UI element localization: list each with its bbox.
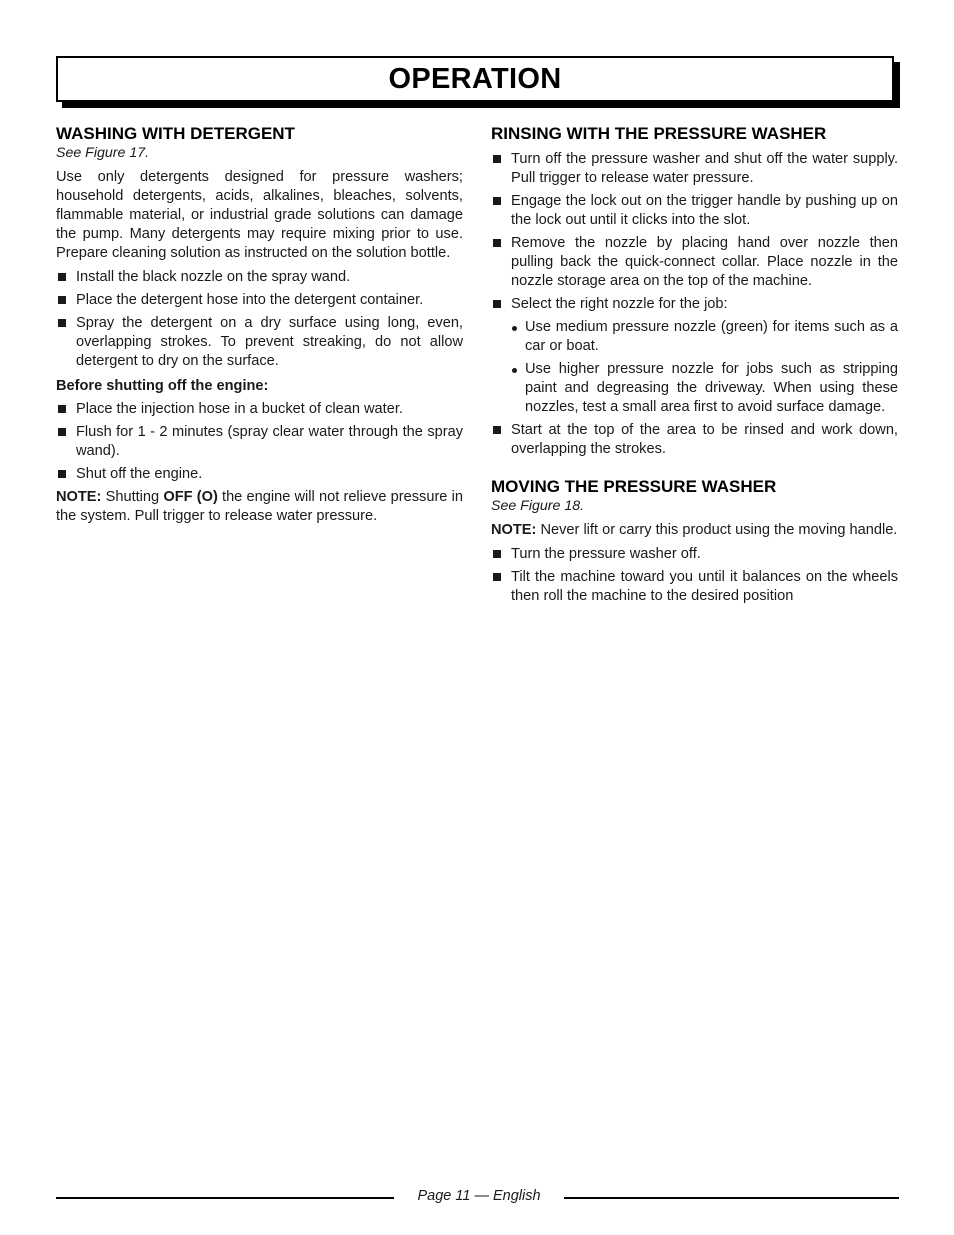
square-bullet-icon xyxy=(493,239,501,247)
list-item: Tilt the machine toward you until it balances on the wheels then roll the machine to the desired position xyxy=(491,568,898,606)
section-heading-washing: WASHING WITH DETERGENT xyxy=(56,124,295,143)
intro-paragraph: Use only detergents designed for pressure washers; household detergents, acids, alkalines, bleaches, solvents, flammable material, or industrial grade solutions can damage the pump. Many detergents may require mixing prior to use. Prepare cleaning solution as instructed on the solution bottle. xyxy=(56,169,463,261)
right-column xyxy=(491,124,898,610)
dot-bullet-icon xyxy=(512,326,517,331)
note-paragraph: NOTE: Shutting OFF (O) the engine will not relieve pressure in the system. Pull trigger to release water pressure. xyxy=(56,489,463,524)
list-item: Spray the detergent on a dry surface using long, even, overlapping strokes. To prevent streaking, do not allow detergent to dry on the surface. xyxy=(56,314,463,371)
list-item: Start at the top of the area to be rinsed and work down, overlapping the strokes. xyxy=(491,421,898,459)
list-item: Place the injection hose in a bucket of clean water. xyxy=(56,400,463,419)
page-footer: Page 11 — English xyxy=(417,1188,541,1204)
square-bullet-icon xyxy=(493,155,501,163)
section-heading-moving: MOVING THE PRESSURE WASHER xyxy=(491,477,777,496)
section-heading-rinsing: RINSING WITH THE PRESSURE WASHER xyxy=(491,124,827,143)
footer-rule-left xyxy=(56,1197,394,1199)
sub-bullet-list xyxy=(491,318,898,417)
figure-reference: See Figure 17. xyxy=(56,145,150,161)
square-bullet-icon xyxy=(493,573,501,581)
bullet-list xyxy=(491,150,898,459)
list-item: Turn off the pressure washer and shut off the water supply. Pull trigger to release water pressure. xyxy=(491,150,898,188)
square-bullet-icon xyxy=(58,428,66,436)
list-item: Turn the pressure washer off. xyxy=(491,545,898,564)
sub-list-item: Use higher pressure nozzle for jobs such as stripping paint and degreasing the driveway. When using these nozzles, test a small area first to avoid surface damage. xyxy=(491,360,898,417)
square-bullet-icon xyxy=(58,296,66,304)
off-label: OFF (O) xyxy=(163,489,218,505)
dot-bullet-icon xyxy=(512,368,517,373)
bullet-list xyxy=(56,400,463,484)
list-item: Remove the nozzle by placing hand over nozzle then pulling back the quick-connect collar. Place nozzle in the nozzle storage area on the top of the machine. xyxy=(491,234,898,291)
list-item: Place the detergent hose into the detergent container. xyxy=(56,291,463,310)
list-item: Select the right nozzle for the job: Use medium pressure nozzle (green) for items such as a car or boat. Use higher pressure nozzle for jobs such as stripping paint and degreasing the driveway. When using these nozzles, test a small area first to avoid surface damage. xyxy=(491,295,898,417)
square-bullet-icon xyxy=(58,405,66,413)
square-bullet-icon xyxy=(493,197,501,205)
subheading: Before shutting off the engine: xyxy=(56,378,269,394)
square-bullet-icon xyxy=(493,300,501,308)
square-bullet-icon xyxy=(58,273,66,281)
square-bullet-icon xyxy=(58,470,66,478)
note-label: NOTE: xyxy=(56,489,102,505)
list-item: Install the black nozzle on the spray wand. xyxy=(56,268,463,287)
square-bullet-icon xyxy=(58,319,66,327)
square-bullet-icon xyxy=(493,426,501,434)
note-label: NOTE: xyxy=(491,522,537,538)
footer-rule-right xyxy=(564,1197,899,1199)
page-header xyxy=(56,56,894,102)
page-title: OPERATION xyxy=(388,62,562,95)
note-paragraph: NOTE: Never lift or carry this product using the moving handle. xyxy=(491,522,898,538)
figure-reference: See Figure 18. xyxy=(491,498,585,514)
list-item: Shut off the engine. xyxy=(56,465,463,484)
bullet-list xyxy=(491,545,898,606)
list-item: Flush for 1 - 2 minutes (spray clear water through the spray wand). xyxy=(56,423,463,461)
sub-list-item: Use medium pressure nozzle (green) for items such as a car or boat. xyxy=(491,318,898,356)
list-item: Engage the lock out on the trigger handle by pushing up on the lock out until it clicks into the slot. xyxy=(491,192,898,230)
bullet-list xyxy=(56,268,463,371)
left-column xyxy=(56,124,463,531)
square-bullet-icon xyxy=(493,550,501,558)
